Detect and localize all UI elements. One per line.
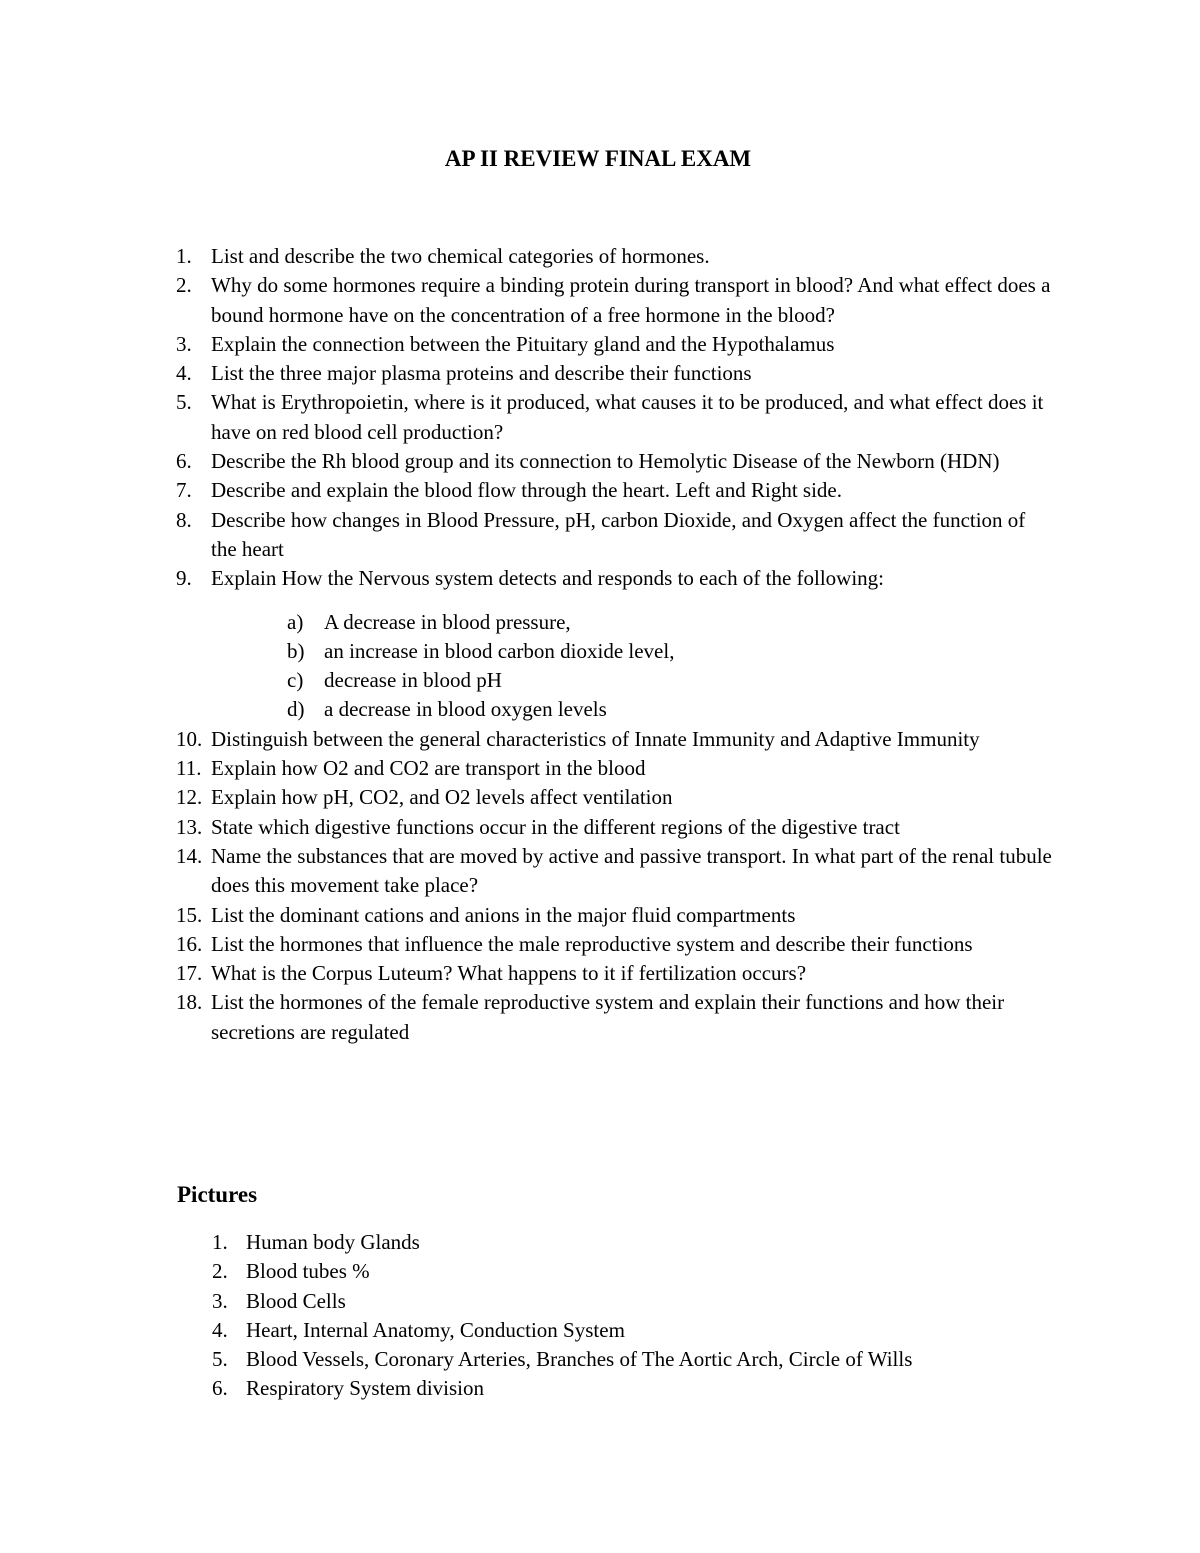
- question-text: What is Erythropoietin, where is it produced, what causes it to be produced, and what effect does it have on red blood cell production?: [211, 390, 1044, 444]
- picture-text: Respiratory System division: [246, 1376, 484, 1401]
- sub-question-text: an increase in blood carbon dioxide level,: [324, 638, 675, 663]
- question-text: List the hormones of the female reproductive system and explain their functions and how their secretions are regulated: [211, 990, 1005, 1044]
- question-number: 7.: [176, 478, 192, 503]
- question-text: What is the Corpus Luteum? What happens to it if fertilization occurs?: [211, 961, 807, 986]
- question-item: [176, 564, 1056, 724]
- picture-item: [212, 1345, 1052, 1374]
- question-item: [176, 242, 1056, 271]
- question-number: 12.: [176, 785, 203, 810]
- sub-question-item: [287, 637, 1056, 666]
- picture-number: 5.: [212, 1347, 228, 1372]
- picture-text: Blood Cells: [246, 1288, 346, 1313]
- question-number: 1.: [176, 244, 192, 268]
- question-item: [176, 476, 1056, 505]
- sub-question-item: [287, 695, 1056, 724]
- question-number: 18.: [176, 990, 203, 1015]
- question-item: [176, 901, 1056, 930]
- picture-text: Heart, Internal Anatomy, Conduction System: [246, 1317, 625, 1342]
- picture-item: [212, 1257, 1052, 1286]
- picture-item: [212, 1287, 1052, 1316]
- question-number: 8.: [176, 507, 192, 532]
- question-item: [176, 813, 1056, 842]
- question-text: List the dominant cations and anions in the major fluid compartments: [211, 902, 796, 927]
- pictures-heading: Pictures: [177, 1182, 258, 1207]
- question-number: 15.: [176, 902, 203, 927]
- question-text: Explain the connection between the Pituitary gland and the Hypothalamus: [211, 331, 835, 356]
- sub-question-item: [287, 666, 1056, 695]
- question-item: [176, 359, 1056, 388]
- question-text: List the hormones that influence the male reproductive system and describe their functions: [211, 931, 973, 956]
- question-text: Explain How the Nervous system detects and responds to each of the following:: [211, 566, 885, 591]
- question-item: [176, 447, 1056, 476]
- sub-question-item: [287, 608, 1056, 637]
- picture-item: [212, 1374, 1052, 1403]
- question-text: Describe and explain the blood flow through the heart. Left and Right side.: [211, 478, 842, 503]
- question-text: State which digestive functions occur in the different regions of the digestive tract: [211, 814, 900, 839]
- question-number: 3.: [176, 331, 192, 356]
- question-item: [176, 754, 1056, 783]
- question-text: List and describe the two chemical categories of hormones.: [211, 244, 710, 268]
- question-item: [176, 930, 1056, 959]
- question-list: [176, 242, 1056, 1047]
- question-number: 17.: [176, 961, 203, 986]
- picture-number: 6.: [212, 1376, 228, 1401]
- question-text: Distinguish between the general characteristics of Innate Immunity and Adaptive Immunity: [211, 726, 980, 751]
- question-item: [176, 506, 1056, 565]
- question-item: [176, 988, 1056, 1047]
- question-text: List the three major plasma proteins and describe their functions: [211, 361, 752, 386]
- picture-text: Blood tubes %: [246, 1259, 370, 1284]
- sub-question-letter: a): [287, 609, 304, 634]
- question-number: 13.: [176, 814, 203, 839]
- question-item: [176, 725, 1056, 754]
- page-title: AP II REVIEW FINAL EXAM: [444, 146, 752, 171]
- question-text: Name the substances that are moved by active and passive transport. In what part of the renal tubule does this movement take place?: [211, 843, 1052, 898]
- question-number: 6.: [176, 449, 192, 474]
- picture-text: Blood Vessels, Coronary Arteries, Branches of The Aortic Arch, Circle of Wills: [246, 1347, 913, 1372]
- sub-question-letter: d): [287, 697, 305, 722]
- sub-question-letter: c): [287, 668, 304, 693]
- sub-question-list: [211, 608, 1056, 725]
- question-number: 9.: [176, 566, 192, 591]
- sub-question-text: a decrease in blood oxygen levels: [324, 697, 607, 722]
- picture-text: Human body Glands: [246, 1230, 420, 1254]
- question-text: Describe the Rh blood group and its connection to Hemolytic Disease of the Newborn (HDN): [211, 449, 1000, 474]
- question-text: Describe how changes in Blood Pressure, pH, carbon Dioxide, and Oxygen affect the function of the heart: [211, 507, 1026, 561]
- question-text: Explain how pH, CO2, and O2 levels affect ventilation: [211, 785, 673, 810]
- question-number: 10.: [176, 726, 203, 751]
- picture-item: [212, 1316, 1052, 1345]
- question-number: 2.: [176, 273, 192, 298]
- picture-number: 4.: [212, 1317, 228, 1342]
- sub-question-letter: b): [287, 638, 305, 663]
- question-item: [176, 959, 1056, 988]
- question-text: Why do some hormones require a binding protein during transport in blood? And what effect does a bound hormone have on the concentration of a free hormone in the blood?: [211, 273, 1051, 327]
- question-text: Explain how O2 and CO2 are transport in the blood: [211, 756, 646, 781]
- pictures-list: [212, 1228, 1052, 1404]
- picture-number: 3.: [212, 1288, 228, 1313]
- question-item: [176, 388, 1056, 447]
- question-item: [176, 783, 1056, 812]
- question-number: 5.: [176, 390, 192, 415]
- question-number: 4.: [176, 361, 192, 386]
- question-number: 14.: [176, 843, 203, 868]
- picture-number: 2.: [212, 1259, 228, 1284]
- question-number: 11.: [176, 756, 202, 781]
- question-item: [176, 842, 1056, 901]
- question-item: [176, 271, 1056, 330]
- question-item: [176, 330, 1056, 359]
- sub-question-text: decrease in blood pH: [324, 668, 502, 693]
- question-number: 16.: [176, 931, 203, 956]
- picture-number: 1.: [212, 1230, 228, 1254]
- picture-item: [212, 1228, 1052, 1257]
- sub-question-text: A decrease in blood pressure,: [324, 609, 571, 634]
